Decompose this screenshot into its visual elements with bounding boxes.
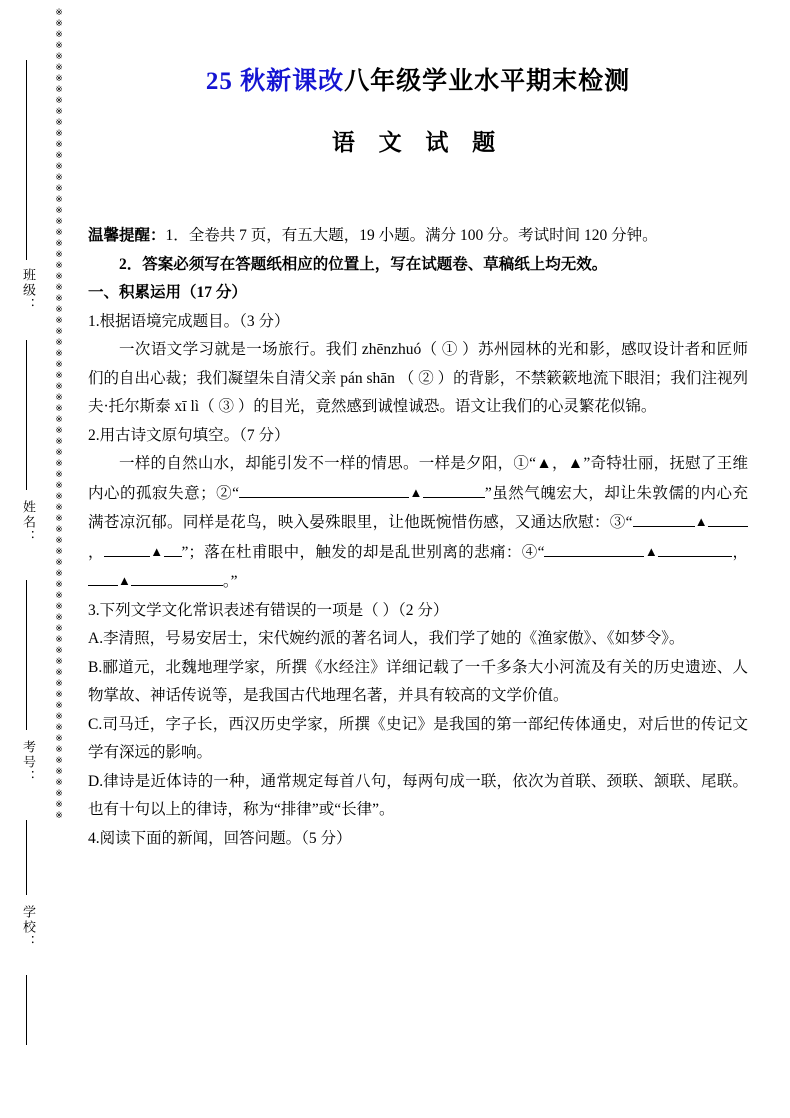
answer-blank-2d[interactable]: [544, 540, 644, 557]
question-1-stem: 1.根据语境完成题目。（3 分）: [88, 312, 290, 330]
notice-text-1: 1．全卷共 7 页，有五大题，19 小题。满分 100 分。考试时间 120 分钟。: [165, 227, 658, 244]
answer-blank-2c[interactable]: [104, 540, 150, 557]
answer-blank-2a2[interactable]: [423, 481, 485, 498]
answer-blank-2d2[interactable]: [658, 540, 732, 557]
triangle-marker-2a: ▲: [409, 484, 423, 500]
question-3-option-b: B.郦道元，北魏地理学家，所撰《水经注》详细记载了一千多条大小河流及有关的历史遗迹、人物掌故、神话传说等，是我国古代地理名著，并具有较高的文学价值。: [88, 658, 748, 704]
question-1-body: 一次语文学习就是一场旅行。我们 zhēnzhuó（ ① ）苏州园林的光和影，感叹设计者和匠师们的自出心裁；我们凝望朱自清父亲 pán shān （ ② ）的背影，不禁簌簌地流下眼泪；我们注视列夫·托尔斯泰 xī lì（ ③ ）的目光，竟然感到诚惶诚恐。语文让我们的心灵繁花似锦。: [88, 341, 748, 415]
triangle-marker-2e: ▲: [118, 573, 131, 588]
field-label-school: 学校：: [21, 905, 36, 950]
exam-body: [88, 222, 748, 853]
triangle-marker-2d: ▲: [644, 543, 659, 559]
question-3-option-a: A.李清照，号易安居士，宋代婉约派的著名词人，我们学了她的《渔家傲》、《如梦令》。: [88, 630, 685, 647]
seal-line-column: ※ ※ ※ ※ ※ ※ ※ ※ ※ ※ ※ ※ ※ ※ ※ ※ ※ ※ ※ ※ ※ ※ ※ ※ ※ ※ ※ ※ ※ ※ ※ ※ ※ ※ ※ ※ ※ ※ ※ ※ ※ ※ ※ ※ ※ ※ ※ ※ ※ ※ ※ ※ ※ ※ ※ ※ ※ ※ ※ ※ ※ ※ ※ ※ ※ ※ ※ ※ ※ ※ ※ ※ ※ ※: [55, 8, 63, 821]
question-4-stem: 4.阅读下面的新闻，回答问题。（5 分）: [88, 829, 352, 847]
page-title: [88, 62, 748, 102]
answer-blank-2e[interactable]: [88, 569, 118, 586]
question-2-text-1: 一样的自然山水，却能引发不一样的情思。一样是夕阳，①“▲，▲”奇特壮丽，抚慰了王维内心的孤寂失意；②“: [88, 455, 748, 502]
divider-line-2: [26, 340, 27, 490]
answer-blank-2b2[interactable]: [708, 510, 748, 527]
divider-line-3: [26, 580, 27, 730]
question-2-body: 一样的自然山水，却能引发不一样的情思。一样是夕阳，①“▲，▲”奇特壮丽，抚慰了王维内心的孤寂失意；②“ ▲ ”虽然气魄宏大，却让朱敦儒的内心充满苍凉沉郁。同样是花鸟，映入晏殊眼里，让他既惋惜伤感，又通达欣慰：③“ ▲， ▲ ”；落在杜甫眼中，触发的却是乱世别离的悲痛：④“ ▲ ，▲ 。”: [88, 455, 748, 590]
notice-line-2: 2．答案必须写在答题纸相应的位置上，写在试题卷、草稿纸上均无效。: [119, 255, 608, 273]
question-2-text-3: ”；落在杜甫眼中，触发的却是乱世别离的悲痛：④“: [181, 543, 545, 561]
question-2-stem: 2.用古诗文原句填空。（7 分）: [88, 426, 290, 444]
notice-label: 温馨提醒：: [88, 227, 166, 244]
answer-blank-2e2[interactable]: [131, 569, 223, 586]
page-title-blue: 25 秋新课改: [205, 68, 345, 95]
divider-line-1: [26, 60, 27, 260]
answer-blank-2b[interactable]: [633, 510, 695, 527]
divider-line-4: [26, 820, 27, 895]
field-label-examno: 考号：: [21, 740, 36, 785]
question-3-option-c: C.司马迁，字子长，西汉历史学家，所撰《史记》是我国的第一部纪传体通史，对后世的传记文学有深远的影响。: [88, 715, 748, 761]
question-3-option-d: D.律诗是近体诗的一种，通常规定每首八句，每两句成一联，依次为首联、颈联、颔联、尾联。也有十句以上的律诗，称为“排律”或“长律”。: [88, 772, 748, 818]
answer-blank-2a[interactable]: [239, 481, 409, 498]
page-subtitle: 语 文 试 题: [331, 130, 505, 155]
page-title-black: 八年级学业水平期末检测: [344, 68, 631, 95]
exam-content: [88, 62, 748, 853]
question-3-stem: 3.下列文学文化常识表述有错误的一项是（ ）（2 分）: [88, 601, 449, 619]
question-2-text-2: ”虽然气魄宏大，却让朱敦儒的内心充满苍凉沉郁。同样是花鸟，映入晏殊眼里，让他既惋惜伤感，又通达欣慰：③“: [88, 484, 748, 531]
section-heading-one: 一、积累运用（17 分）: [88, 284, 247, 301]
answer-blank-2c2[interactable]: [164, 540, 182, 557]
question-2-text-4: 。”: [222, 573, 238, 590]
field-label-name: 姓名：: [21, 500, 36, 545]
field-label-class: 班级：: [21, 268, 36, 313]
triangle-marker-2c: ▲: [149, 543, 164, 559]
triangle-marker-2b: ▲: [694, 514, 708, 529]
divider-line-5: [26, 975, 27, 1045]
notice-line-1: [88, 222, 748, 251]
